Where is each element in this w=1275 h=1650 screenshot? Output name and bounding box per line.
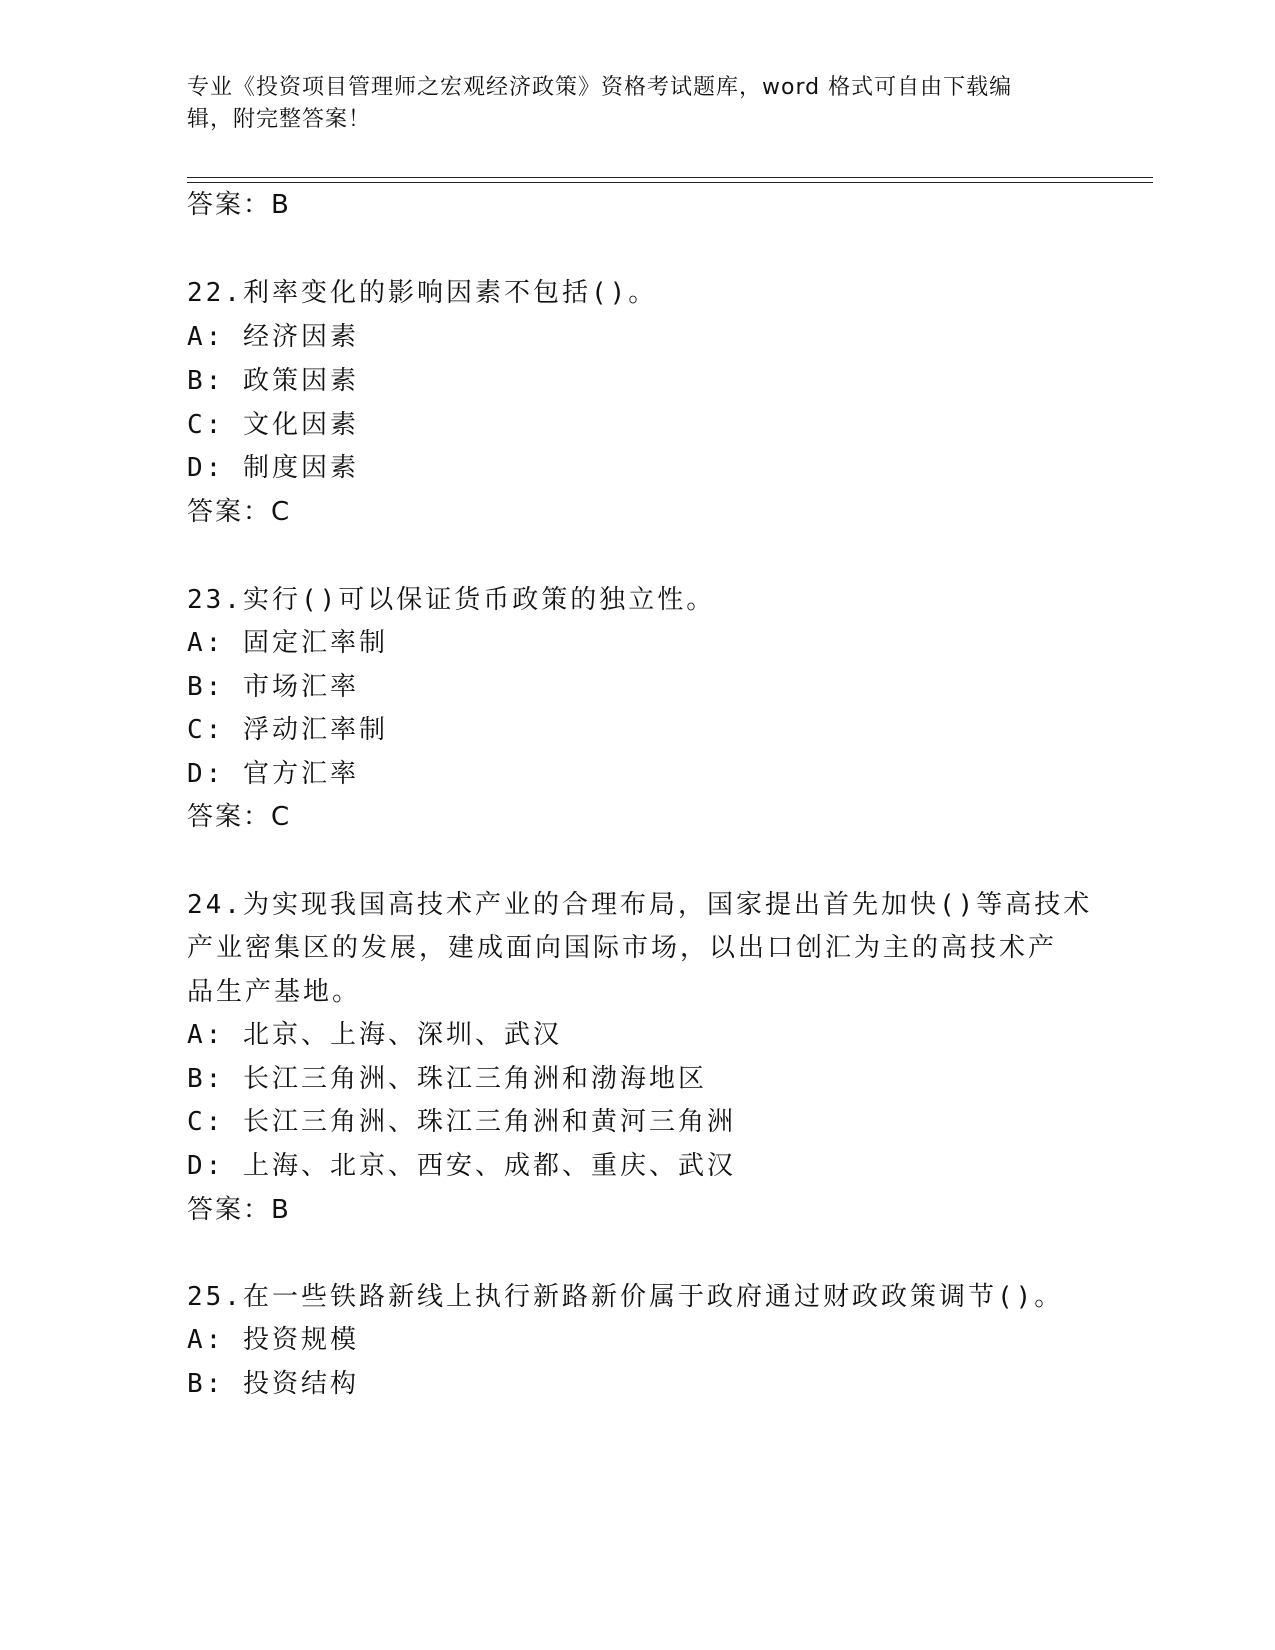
question-24-stem-line-2: 产业密集区的发展，建成面向国际市场，以出口创汇为主的高技术产 (187, 933, 1058, 963)
question-22-option-a: A: 经济因素 (187, 322, 359, 352)
question-25-option-a: A: 投资规模 (187, 1325, 359, 1355)
question-24-option-c: C: 长江三角洲、珠江三角洲和黄河三角洲 (187, 1107, 736, 1137)
question-24-option-b: B: 长江三角洲、珠江三角洲和渤海地区 (187, 1064, 707, 1094)
question-23-option-b: B: 市场汇率 (187, 672, 359, 702)
question-24-stem-line-1: 24.为实现我国高技术产业的合理布局，国家提出首先加快()等高技术 (187, 890, 1093, 920)
answer-21: 答案：B (187, 190, 291, 220)
question-23-option-a: A: 固定汇率制 (187, 628, 388, 658)
question-22-option-d: D: 制度因素 (187, 453, 359, 483)
question-24-answer: 答案：B (187, 1195, 291, 1225)
question-24-option-a: A: 北京、上海、深圳、武汉 (187, 1020, 562, 1050)
question-22-stem: 22.利率变化的影响因素不包括()。 (187, 278, 658, 308)
question-23-stem: 23.实行()可以保证货币政策的独立性。 (187, 585, 716, 615)
question-24-stem-line-3: 品生产基地。 (187, 977, 362, 1007)
question-24-option-d: D: 上海、北京、西安、成都、重庆、武汉 (187, 1151, 736, 1181)
header-rule-bottom (187, 182, 1153, 183)
document-header (187, 72, 1087, 136)
question-22-answer: 答案：C (187, 497, 292, 527)
question-23-answer: 答案：C (187, 802, 292, 832)
header-line-2: 辑，附完整答案！ (187, 107, 372, 132)
question-25-option-b: B: 投资结构 (187, 1369, 359, 1399)
question-22-option-b: B: 政策因素 (187, 366, 359, 396)
question-23-option-d: D: 官方汇率 (187, 759, 359, 789)
header-line-1: 专业《投资项目管理师之宏观经济政策》资格考试题库，word 格式可自由下载编 (187, 75, 1013, 100)
question-22-option-c: C: 文化因素 (187, 410, 359, 440)
header-rule-top (187, 177, 1153, 178)
question-25-stem: 25.在一些铁路新线上执行新路新价属于政府通过财政政策调节()。 (187, 1282, 1064, 1312)
question-23-option-c: C: 浮动汇率制 (187, 715, 388, 745)
